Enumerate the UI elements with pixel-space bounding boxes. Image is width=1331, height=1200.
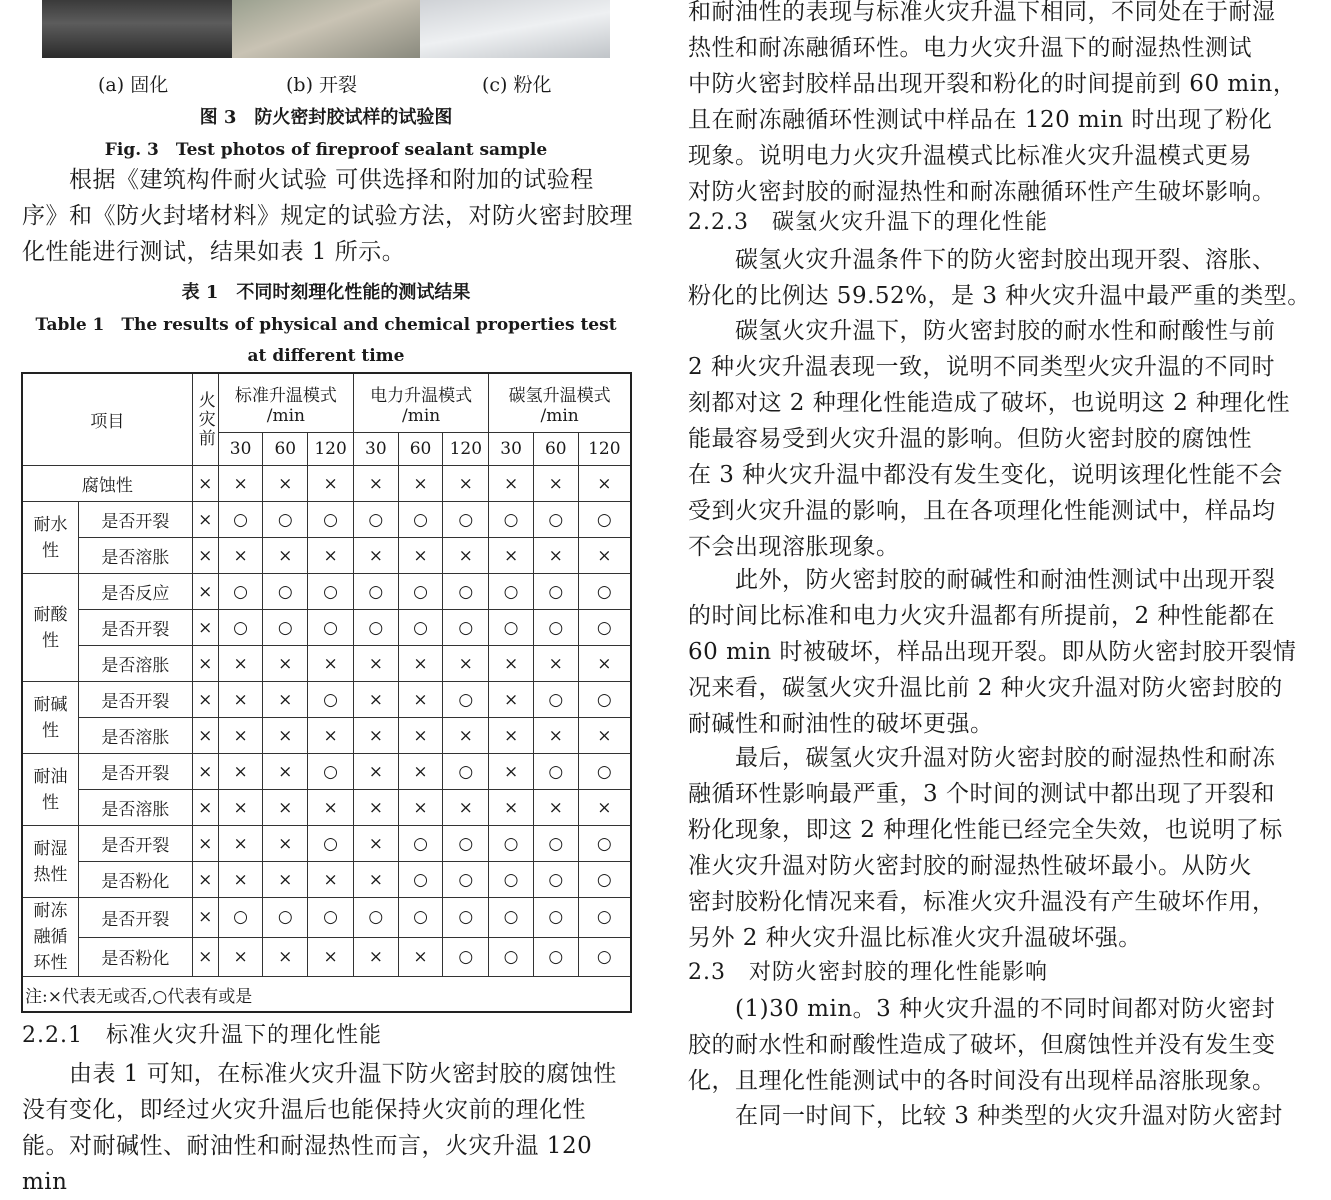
- cell-before-fire: ×: [192, 718, 218, 754]
- paragraph-line: 准火灾升温对防火密封胶的耐湿热性破坏最小。从防火: [688, 853, 1252, 879]
- table-cell: ×: [578, 538, 631, 574]
- section-heading-2-2-1: 2.2.1 标准火灾升温下的理化性能: [22, 1023, 382, 1048]
- intro-paragraph: [22, 162, 642, 270]
- table-cell: ×: [489, 682, 534, 718]
- table-cell: ○: [533, 898, 578, 938]
- table-cell: ○: [398, 898, 443, 938]
- paragraph-line: 密封胶粉化情况来看，标准火灾升温没有产生破坏作用，: [688, 889, 1276, 915]
- section-heading-2-2-3: 2.2.3 碳氢火灾升温下的理化性能: [688, 210, 1048, 235]
- table-cell: ○: [578, 682, 631, 718]
- table-cell: ×: [533, 718, 578, 754]
- row-group-label: [22, 754, 79, 826]
- table-cell: ○: [533, 610, 578, 646]
- table-cell: ○: [533, 574, 578, 610]
- table-cell: ×: [398, 937, 443, 977]
- table-row: [22, 682, 631, 718]
- right-paragraph-3: [688, 313, 1328, 565]
- table-cell: ×: [308, 466, 354, 502]
- table-cell: ×: [263, 754, 308, 790]
- table-cell: ○: [308, 898, 354, 938]
- row-item-label: 是否开裂: [79, 754, 193, 790]
- table-row: [22, 862, 631, 898]
- header-time: 120: [308, 433, 354, 466]
- row-group-label: [22, 826, 79, 898]
- table-cell: ×: [263, 937, 308, 977]
- row-item-label: 是否溶胀: [79, 718, 193, 754]
- table-cell: ×: [308, 538, 354, 574]
- table-cell: ×: [489, 646, 534, 682]
- table-cell: ○: [308, 682, 354, 718]
- header-time: 30: [489, 433, 534, 466]
- paragraph-line: 热性和耐冻融循环性。电力火灾升温下的耐湿热性测试: [688, 35, 1252, 61]
- table-cell: ×: [218, 682, 263, 718]
- cell-before-fire: ×: [192, 610, 218, 646]
- table-cell: ×: [443, 538, 489, 574]
- paragraph-line: 此外，防火密封胶的耐碱性和耐油性测试中出现开裂: [688, 567, 1276, 593]
- table-cell: ×: [398, 682, 443, 718]
- table-cell: ○: [443, 502, 489, 538]
- table-cell: ○: [533, 754, 578, 790]
- cell-before-fire: ×: [192, 466, 218, 502]
- table-cell: ○: [308, 502, 354, 538]
- table-cell: ×: [263, 682, 308, 718]
- table-cell: ○: [443, 826, 489, 862]
- paragraph-line: 粉化现象，即这 2 种理化性能已经完全失效，也说明了标: [688, 817, 1283, 843]
- cell-before-fire: ×: [192, 898, 218, 938]
- table-cell: ×: [443, 790, 489, 826]
- right-paragraph-1: [688, 0, 1328, 210]
- table-cell: ×: [263, 466, 308, 502]
- table-cell: ×: [263, 646, 308, 682]
- table-cell: ×: [533, 538, 578, 574]
- paragraph-line: 没有变化，即经过火灾升温后也能保持火灾前的理化性: [22, 1097, 586, 1123]
- table-cell: ×: [353, 682, 398, 718]
- row-item-label: 是否粉化: [79, 937, 193, 977]
- row-group-label: [22, 898, 79, 977]
- table-body: [22, 466, 631, 977]
- table-caption-en: [20, 310, 632, 372]
- paragraph-line: 中防火密封胶样品出现开裂和粉化的时间提前到 60 min，: [688, 71, 1297, 97]
- table-cell: ○: [578, 937, 631, 977]
- figure-subcaptions: [0, 70, 650, 96]
- row-item-label: 是否溶胀: [79, 646, 193, 682]
- table-cell: ○: [398, 610, 443, 646]
- table-row: [22, 502, 631, 538]
- table-cell: ×: [353, 538, 398, 574]
- table-row: [22, 937, 631, 977]
- photo-powdered-sample: [420, 0, 610, 58]
- table-cell: ○: [489, 937, 534, 977]
- table-cell: ○: [218, 574, 263, 610]
- table-cell: ×: [263, 862, 308, 898]
- table-cell: ×: [218, 937, 263, 977]
- table-row: [22, 610, 631, 646]
- group-label-line: 耐油: [33, 766, 68, 787]
- paragraph-line: 不会出现溶胀现象。: [688, 534, 900, 560]
- intro-line: 序》和《防火封堵材料》规定的试验方法，对防火密封胶理: [22, 203, 633, 229]
- table-cell: ×: [353, 862, 398, 898]
- cell-before-fire: ×: [192, 790, 218, 826]
- table-note: 注:×代表无或否,○代表有或是: [22, 977, 631, 1013]
- cell-before-fire: ×: [192, 502, 218, 538]
- table-cell: ×: [353, 646, 398, 682]
- table-cell: ○: [533, 682, 578, 718]
- paragraph-line: 况来看，碳氢火灾升温比前 2 种火灾升温对防火密封胶的: [688, 675, 1283, 701]
- table-cell: ○: [218, 610, 263, 646]
- table-cell: ○: [533, 502, 578, 538]
- table-cell: ×: [218, 466, 263, 502]
- table-cell: ×: [263, 790, 308, 826]
- table-caption-en-line2: at different time: [247, 346, 405, 366]
- header-time: 60: [263, 433, 308, 466]
- header-before-fire: 火灾前: [192, 373, 218, 466]
- table-cell: ×: [578, 718, 631, 754]
- table-cell: ○: [533, 862, 578, 898]
- table-cell: ○: [263, 502, 308, 538]
- subcaption-b: (b) 开裂: [286, 74, 358, 96]
- subcaption-c: (c) 粉化: [482, 74, 552, 96]
- table-cell: ○: [263, 574, 308, 610]
- table-cell: ×: [398, 538, 443, 574]
- table-cell: ×: [218, 538, 263, 574]
- row-item-label: 是否溶胀: [79, 790, 193, 826]
- table-cell: ×: [308, 937, 354, 977]
- group-label-line: 性: [42, 540, 59, 561]
- right-paragraph-2: [688, 242, 1328, 314]
- paragraph-line: 碳氢火灾升温下，防火密封胶的耐水性和耐酸性与前: [688, 318, 1276, 344]
- row-group-label: 腐蚀性: [22, 466, 192, 502]
- paragraph-line: 在同一时间下，比较 3 种类型的火灾升温对防火密封: [688, 1103, 1283, 1129]
- table-cell: ×: [218, 862, 263, 898]
- table-cell: ○: [489, 826, 534, 862]
- table-row: [22, 466, 631, 502]
- group-label-line: 耐水: [33, 514, 68, 535]
- group-label-line: 性: [42, 792, 59, 813]
- header-mode-standard: 标准升温模式 /min: [218, 373, 353, 433]
- cell-before-fire: ×: [192, 937, 218, 977]
- paragraph-line: 60 min 时被破坏，样品出现开裂。即从防火密封胶开裂情: [688, 639, 1297, 665]
- photo-cracked-sample: [232, 0, 420, 58]
- table-cell: ×: [578, 790, 631, 826]
- row-group-label: [22, 682, 79, 754]
- table-cell: ○: [578, 502, 631, 538]
- table-row: [22, 646, 631, 682]
- paragraph-line: 粉化的比例达 59.52%，是 3 种火灾升温中最严重的类型。: [688, 283, 1311, 309]
- table-cell: ×: [443, 466, 489, 502]
- table-cell: ×: [353, 466, 398, 502]
- table-row: [22, 574, 631, 610]
- table-cell: ×: [218, 754, 263, 790]
- table-cell: ○: [533, 826, 578, 862]
- section-2-2-1-paragraph: [22, 1056, 642, 1200]
- table-cell: ×: [218, 718, 263, 754]
- cell-before-fire: ×: [192, 754, 218, 790]
- table-cell: ○: [308, 754, 354, 790]
- table-cell: ×: [533, 466, 578, 502]
- paragraph-line: 能最容易受到火灾升温的影响。但防火密封胶的腐蚀性: [688, 426, 1252, 452]
- paragraph-line: 受到火灾升温的影响，且在各项理化性能测试中，样品均: [688, 498, 1276, 524]
- table-cell: ○: [218, 898, 263, 938]
- row-item-label: 是否溶胀: [79, 538, 193, 574]
- paragraph-line: 对防火密封胶的耐湿热性和耐冻融循环性产生破坏影响。: [688, 179, 1276, 205]
- table-cell: ○: [489, 862, 534, 898]
- paragraph-line: 且在耐冻融循环性测试中样品在 120 min 时出现了粉化: [688, 107, 1273, 133]
- table-cell: ×: [353, 718, 398, 754]
- cell-before-fire: ×: [192, 862, 218, 898]
- table-cell: ×: [353, 790, 398, 826]
- group-label-line: 性: [42, 720, 59, 741]
- group-label-line: 耐冻: [33, 901, 68, 921]
- cell-before-fire: ×: [192, 574, 218, 610]
- table-cell: ○: [308, 574, 354, 610]
- right-paragraph-5: [688, 740, 1328, 956]
- header-mode-hydrocarbon: 碳氢升温模式 /min: [489, 373, 631, 433]
- header-time: 60: [398, 433, 443, 466]
- group-label-line: 耐碱: [33, 694, 68, 715]
- header-time: 30: [353, 433, 398, 466]
- table-cell: ○: [263, 898, 308, 938]
- table-row: [22, 538, 631, 574]
- group-label-line: 性: [42, 630, 59, 651]
- table-cell: ×: [489, 466, 534, 502]
- table-cell: ×: [578, 646, 631, 682]
- cell-before-fire: ×: [192, 826, 218, 862]
- paragraph-line: (1)30 min。3 种火灾升温的不同时间都对防火密封: [688, 996, 1276, 1022]
- group-label-line: 耐酸: [33, 604, 68, 625]
- table-cell: ○: [308, 826, 354, 862]
- header-time: 120: [578, 433, 631, 466]
- table-cell: ×: [443, 646, 489, 682]
- header-time: 60: [533, 433, 578, 466]
- table-cell: ×: [263, 826, 308, 862]
- table-row: [22, 898, 631, 938]
- table-cell: ×: [443, 718, 489, 754]
- table-cell: ×: [398, 790, 443, 826]
- table-cell: ○: [443, 574, 489, 610]
- header-time: 120: [443, 433, 489, 466]
- table-cell: ○: [308, 610, 354, 646]
- table-cell: ○: [218, 502, 263, 538]
- table-cell: ×: [263, 718, 308, 754]
- table-cell: ○: [398, 574, 443, 610]
- table-cell: ×: [489, 718, 534, 754]
- table-cell: ○: [443, 754, 489, 790]
- table-cell: ×: [218, 646, 263, 682]
- table-cell: ×: [353, 754, 398, 790]
- header-mode-electric: 电力升温模式 /min: [353, 373, 488, 433]
- table-cell: ○: [578, 862, 631, 898]
- paragraph-line: 2 种火灾升温表现一致，说明不同类型火灾升温的不同时: [688, 354, 1275, 380]
- table-cell: ○: [398, 502, 443, 538]
- intro-line: 根据《建筑构件耐火试验 可供选择和附加的试验程: [22, 167, 594, 193]
- paragraph-line: 能。对耐碱性、耐油性和耐湿热性而言，火灾升温 120 min: [22, 1133, 593, 1195]
- table-cell: ○: [578, 826, 631, 862]
- figure-caption-cn: 图 3 防火密封胶试样的试验图: [199, 107, 453, 128]
- table-cell: ×: [489, 790, 534, 826]
- row-item-label: 是否开裂: [79, 898, 193, 938]
- table-row: [22, 754, 631, 790]
- section-heading-2-3: 2.3 对防火密封胶的理化性能影响: [688, 960, 1048, 985]
- table-cell: ×: [308, 718, 354, 754]
- right-paragraph-7: [688, 1098, 1328, 1134]
- header-item: 项目: [22, 373, 192, 466]
- table-row: [22, 790, 631, 826]
- cell-before-fire: ×: [192, 682, 218, 718]
- paragraph-line: 现象。说明电力火灾升温模式比标准火灾升温模式更易: [688, 143, 1252, 169]
- table-cell: ○: [353, 610, 398, 646]
- table-cell: ×: [398, 718, 443, 754]
- group-label-line: 热性: [33, 864, 68, 885]
- table-cell: ×: [398, 466, 443, 502]
- table-cell: ○: [489, 898, 534, 938]
- group-label-line: 耐湿: [33, 838, 68, 859]
- table-cell: ×: [263, 538, 308, 574]
- paragraph-line: 化，且理化性能测试中的各时间没有出现样品溶胀现象。: [688, 1068, 1276, 1094]
- paragraph-line: 由表 1 可知，在标准火灾升温下防火密封胶的腐蚀性: [22, 1061, 617, 1087]
- table-cell: ×: [533, 790, 578, 826]
- paragraph-line: 在 3 种火灾升温中都没有发生变化，说明该理化性能不会: [688, 462, 1283, 488]
- results-table: [21, 372, 632, 1013]
- paragraph-line: 和耐油性的表现与标准火灾升温下相同，不同处在于耐湿: [688, 0, 1276, 25]
- figure-caption-en: Fig. 3 Test photos of fireproof sealant sample: [104, 140, 548, 160]
- group-label-line: 融循: [33, 927, 68, 947]
- table-cell: ×: [353, 937, 398, 977]
- right-paragraph-4: [688, 562, 1328, 742]
- photo-cured-sample: [42, 0, 232, 58]
- row-item-label: 是否开裂: [79, 682, 193, 718]
- paragraph-line: 碳氢火灾升温条件下的防火密封胶出现开裂、溶胀、: [688, 247, 1276, 273]
- row-item-label: 是否开裂: [79, 610, 193, 646]
- table-cell: ×: [218, 790, 263, 826]
- paragraph-line: 刻都对这 2 种理化性能造成了破坏，也说明这 2 种理化性: [688, 390, 1291, 416]
- subcaption-a: (a) 固化: [98, 74, 169, 96]
- table-cell: ×: [308, 862, 354, 898]
- paragraph-line: 的时间比标准和电力火灾升温都有所提前，2 种性能都在: [688, 603, 1275, 629]
- table-caption-en-line1: Table 1 The results of physical and chemical properties test: [35, 315, 617, 335]
- table-cell: ×: [398, 754, 443, 790]
- row-item-label: 是否粉化: [79, 862, 193, 898]
- table-row: [22, 826, 631, 862]
- table-cell: ×: [308, 646, 354, 682]
- table-cell: ○: [398, 826, 443, 862]
- cell-before-fire: ×: [192, 538, 218, 574]
- table-cell: ○: [578, 574, 631, 610]
- paragraph-line: 胶的耐水性和耐酸性造成了破坏，但腐蚀性并没有发生变: [688, 1032, 1276, 1058]
- table-cell: ×: [489, 754, 534, 790]
- paragraph-line: 另外 2 种火灾升温比标准火灾升温破坏强。: [688, 925, 1142, 951]
- table-cell: ○: [443, 937, 489, 977]
- row-group-label: [22, 502, 79, 574]
- table-cell: ○: [353, 898, 398, 938]
- row-item-label: 是否开裂: [79, 502, 193, 538]
- table-cell: ×: [489, 538, 534, 574]
- header-time: 30: [218, 433, 263, 466]
- table-cell: ○: [578, 754, 631, 790]
- table-cell: ○: [489, 610, 534, 646]
- table-cell: ○: [443, 682, 489, 718]
- table-cell: ○: [533, 937, 578, 977]
- row-item-label: 是否反应: [79, 574, 193, 610]
- paragraph-line: 最后，碳氢火灾升温对防火密封胶的耐湿热性和耐冻: [688, 745, 1276, 771]
- table-cell: ○: [353, 574, 398, 610]
- table-cell: ○: [578, 898, 631, 938]
- table-cell: ○: [443, 898, 489, 938]
- table-caption-cn: 表 1 不同时刻理化性能的测试结果: [181, 282, 471, 303]
- table-cell: ○: [578, 610, 631, 646]
- paragraph-line: 融循环性影响最严重，3 个时间的测试中都出现了开裂和: [688, 781, 1275, 807]
- table-cell: ○: [443, 610, 489, 646]
- cell-before-fire: ×: [192, 646, 218, 682]
- table-cell: ○: [398, 862, 443, 898]
- table-row: [22, 718, 631, 754]
- table-cell: ×: [398, 646, 443, 682]
- table-cell: ×: [308, 790, 354, 826]
- table-cell: ○: [443, 862, 489, 898]
- table-cell: ○: [489, 502, 534, 538]
- table-cell: ×: [218, 826, 263, 862]
- table-cell: ×: [533, 646, 578, 682]
- table-cell: ×: [353, 826, 398, 862]
- table-cell: ○: [263, 610, 308, 646]
- table-cell: ○: [353, 502, 398, 538]
- paragraph-line: 耐碱性和耐油性的破坏更强。: [688, 711, 994, 737]
- figure-photos: [42, 0, 610, 58]
- table-cell: ○: [489, 574, 534, 610]
- row-item-label: 是否开裂: [79, 826, 193, 862]
- group-label-line: 环性: [33, 953, 68, 973]
- intro-line: 化性能进行测试，结果如表 1 所示。: [22, 239, 406, 265]
- right-paragraph-6: [688, 991, 1328, 1099]
- row-group-label: [22, 574, 79, 682]
- table-cell: ×: [578, 466, 631, 502]
